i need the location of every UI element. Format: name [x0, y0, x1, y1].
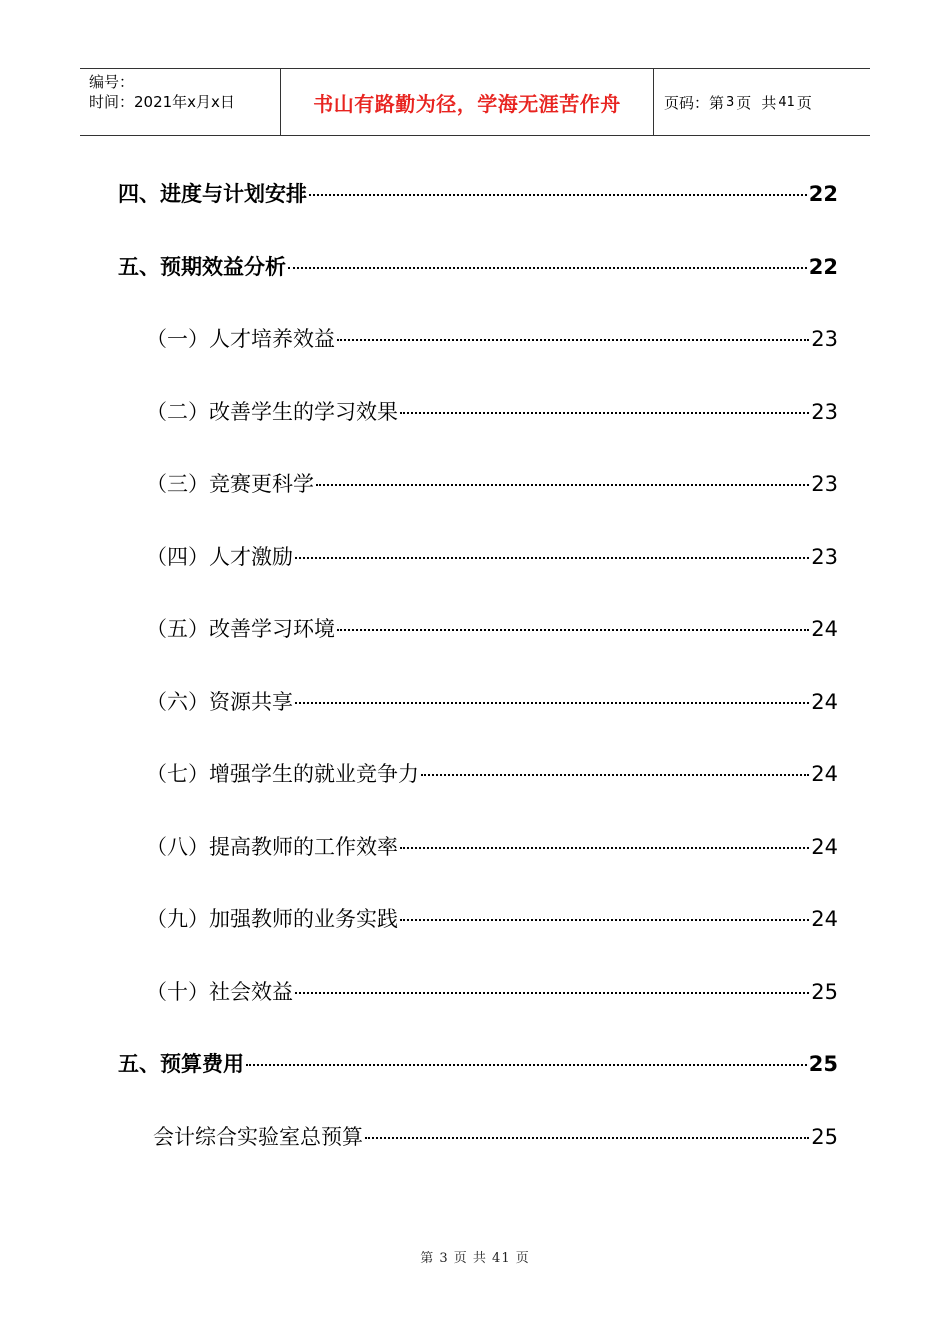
- page-current: 3: [726, 94, 735, 110]
- toc-entry[interactable]: [146, 323, 838, 353]
- page-total: 41: [778, 94, 795, 110]
- toc-leader: [295, 992, 809, 994]
- page-suffix: 页: [796, 93, 812, 112]
- toc-entry[interactable]: [146, 396, 838, 426]
- toc-leader: [365, 1137, 809, 1139]
- toc-entry[interactable]: [118, 178, 838, 208]
- toc-entry-label: （三）竞赛更科学: [146, 472, 314, 496]
- header-page-info: [654, 69, 870, 135]
- toc-entry[interactable]: [146, 831, 838, 861]
- toc-leader: [400, 919, 809, 921]
- toc-leader: [316, 484, 809, 486]
- toc-leader: [400, 412, 809, 414]
- toc-entry[interactable]: [146, 758, 838, 788]
- toc-entry-label: （四）人才激励: [146, 545, 293, 569]
- toc-entry-page: 24: [811, 617, 838, 641]
- toc-entry-page: 22: [808, 255, 838, 279]
- toc-entry[interactable]: [146, 541, 838, 571]
- page-total-prefix: 共: [761, 93, 777, 112]
- toc-entry-label: （九）加强教师的业务实践: [146, 907, 398, 931]
- page-footer: 第 3 页 共 41 页: [420, 1251, 530, 1266]
- toc-entry-label: （六）资源共享: [146, 690, 293, 714]
- toc-entry-label: （五）改善学习环境: [146, 617, 335, 641]
- toc-leader: [337, 629, 809, 631]
- toc-entry-label: （二）改善学生的学习效果: [146, 400, 398, 424]
- toc-entry[interactable]: [153, 1121, 838, 1151]
- toc-entry-label: （八）提高教师的工作效率: [146, 835, 398, 859]
- toc-leader: [288, 267, 807, 269]
- toc-entry[interactable]: [118, 1048, 838, 1078]
- toc-leader: [295, 557, 809, 559]
- toc-entry-page: 25: [811, 1125, 838, 1149]
- toc-entry-page: 23: [811, 472, 838, 496]
- document-time-label: 时间：2021年x月x日: [89, 93, 235, 111]
- header-meta: [80, 69, 281, 135]
- toc-entry-page: 25: [811, 980, 838, 1004]
- toc-entry-page: 24: [811, 835, 838, 859]
- toc-entry[interactable]: [118, 251, 838, 281]
- toc-entry-page: 23: [811, 327, 838, 351]
- toc-leader: [295, 702, 809, 704]
- toc-entry-page: 24: [811, 907, 838, 931]
- toc-leader: [337, 339, 809, 341]
- toc-entry-page: 22: [808, 182, 838, 206]
- toc-entry-page: 23: [811, 545, 838, 569]
- toc-entry-page: 24: [811, 690, 838, 714]
- toc-entry-label: 四、进度与计划安排: [118, 182, 307, 206]
- toc-entry-label: （七）增强学生的就业竞争力: [146, 762, 419, 786]
- toc-entry-label: 会计综合实验室总预算: [153, 1125, 363, 1149]
- toc-entry-label: 五、预算费用: [118, 1052, 244, 1076]
- toc-entry[interactable]: [146, 613, 838, 643]
- toc-entry[interactable]: [146, 468, 838, 498]
- toc-entry[interactable]: [146, 686, 838, 716]
- toc-entry-label: 五、预期效益分析: [118, 255, 286, 279]
- toc-leader: [400, 847, 809, 849]
- toc-entry-page: 23: [811, 400, 838, 424]
- toc-leader: [246, 1064, 807, 1066]
- toc-leader: [421, 774, 809, 776]
- toc-entry-label: （一）人才培养效益: [146, 327, 335, 351]
- page-mid: 页: [736, 93, 752, 112]
- page-prefix: 页码：第: [664, 93, 725, 112]
- document-number-label: 编号：: [89, 73, 135, 91]
- toc-entry[interactable]: [146, 903, 838, 933]
- toc-entry-page: 24: [811, 762, 838, 786]
- toc-entry[interactable]: [146, 976, 838, 1006]
- header-motto: 书山有路勤为径，学海无涯苦作舟: [281, 69, 654, 135]
- toc-entry-page: 25: [808, 1052, 838, 1076]
- toc-entry-label: （十）社会效益: [146, 980, 293, 1004]
- page-header: [80, 68, 870, 136]
- toc-leader: [309, 194, 807, 196]
